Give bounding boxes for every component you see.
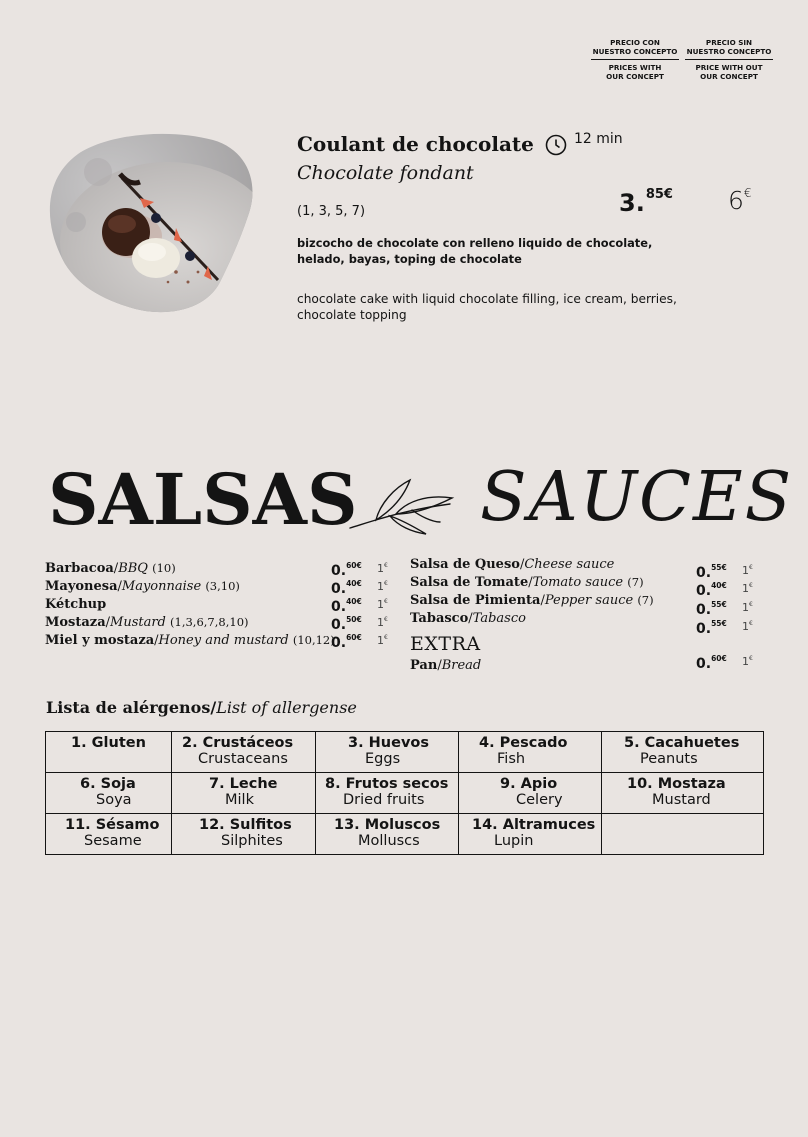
allergen-en: Fish — [497, 750, 526, 767]
price-without-concept-header — [683, 38, 775, 81]
sauce-name-en: Tabasco — [472, 611, 526, 626]
price-int: 0. — [331, 581, 347, 597]
sauce-allergens: (10,12) — [292, 633, 335, 647]
price-alt-currency: € — [384, 598, 388, 605]
sauce-item: Mostaza/Mustard (1,3,6,7,8,10) — [45, 615, 249, 630]
allergen-cell — [459, 732, 602, 773]
sauce-price — [696, 600, 727, 618]
sauce-name-es: Tabasco — [410, 611, 469, 626]
sauce-price-alt — [377, 634, 388, 647]
price-without-concept-es-2: NUESTRO CONCEPTO — [686, 47, 772, 56]
price-dec: 55€ — [711, 563, 727, 572]
allergen-es: 5. Cacahuetes — [624, 735, 740, 751]
price-with-concept-header — [589, 38, 681, 81]
price-alt-currency: € — [749, 655, 753, 662]
sauce-price — [331, 579, 362, 597]
sauce-price — [696, 619, 727, 637]
allergen-es: 7. Leche — [209, 776, 278, 792]
price-alt-currency: € — [749, 564, 753, 571]
clock-icon — [545, 134, 567, 156]
price-alt-currency: € — [749, 582, 753, 589]
prep-time: 12 min — [574, 131, 623, 147]
dish-price-with-concept — [619, 187, 673, 217]
dish-allergens: (1, 3, 5, 7) — [297, 204, 366, 219]
sauce-name-en: Cheese sauce — [524, 557, 615, 572]
sauce-item: Salsa de Queso/Cheese sauce — [410, 557, 615, 572]
price-with-concept-en-2: OUR CONCEPT — [606, 72, 664, 81]
allergen-en: Eggs — [365, 750, 401, 767]
price-int: 0. — [696, 565, 712, 581]
price-with-concept-es-1: PRECIO CON — [610, 38, 660, 47]
sauce-name-en: Honey and mustard — [158, 633, 289, 648]
allergen-list-title: Lista de alérgenos/List of allergense — [46, 698, 357, 717]
table-row — [46, 773, 764, 814]
price-alt: 1 — [742, 620, 749, 633]
allergen-es: 10. Mostaza — [627, 776, 726, 792]
sauce-name-es: Miel y mostaza — [45, 633, 155, 648]
allergen-cell — [602, 732, 764, 773]
allergen-es: 13. Moluscos — [334, 817, 441, 833]
sauce-allergens: (7) — [627, 575, 644, 589]
sauce-price-alt — [742, 620, 753, 633]
sauce-item: Barbacoa/BBQ (10) — [45, 561, 176, 576]
allergen-cell — [46, 732, 172, 773]
allergen-es: 6. Soja — [80, 776, 136, 792]
allergen-title-en: List of allergense — [216, 698, 357, 717]
allergen-en: Celery — [516, 791, 563, 808]
dessert-photo — [48, 132, 254, 314]
allergen-es: 11. Sésamo — [65, 817, 160, 833]
sauce-allergens: (7) — [637, 593, 654, 607]
sauce-name-es: Kétchup — [45, 597, 107, 612]
price-alt-currency: € — [384, 634, 388, 641]
price-alt-currency: € — [749, 601, 753, 608]
allergen-cell-empty — [602, 814, 764, 855]
allergen-en: Mustard — [652, 791, 711, 808]
allergen-es: 3. Huevos — [348, 735, 429, 751]
price-alt: 1 — [377, 598, 384, 611]
allergen-table — [45, 731, 764, 855]
allergen-es: 9. Apio — [500, 776, 558, 792]
table-row — [46, 814, 764, 855]
divider — [591, 59, 679, 60]
allergen-es: 12. Sulfitos — [199, 817, 292, 833]
price-alt: 1 — [377, 562, 384, 575]
sauce-item: Tabasco/Tabasco — [410, 611, 526, 626]
allergen-cell — [172, 732, 316, 773]
sauce-item: Salsa de Pimienta/Pepper sauce (7) — [410, 593, 654, 608]
price-with-concept-en-1: PRICES WITH — [608, 63, 662, 72]
allergen-cell — [602, 773, 764, 814]
sauce-allergens: (1,3,6,7,8,10) — [170, 615, 249, 629]
sauce-name-es: Salsa de Queso — [410, 557, 520, 572]
allergen-title-es: Lista de alérgenos — [46, 698, 211, 717]
sauce-name-es: Barbacoa — [45, 561, 114, 576]
price-without-concept-es-1: PRECIO SIN — [705, 38, 753, 47]
price-dec: 50€ — [346, 615, 362, 624]
allergen-es: 2. Crustáceos — [182, 735, 294, 751]
price-int: 0. — [696, 656, 712, 672]
price-dec: 85€ — [645, 187, 673, 202]
dish-subtitle: Chocolate fondant — [297, 162, 474, 184]
allergen-es: 14. Altramuces — [472, 817, 596, 833]
price-int: 0. — [331, 635, 347, 651]
allergen-en: Soya — [96, 791, 132, 808]
allergen-cell — [46, 814, 172, 855]
price-int: 0. — [331, 563, 347, 579]
dish-description-es: bizcocho de chocolate con relleno liquido de chocolate, helado, bayas, toping de chocolate — [297, 236, 653, 266]
extra-price — [696, 654, 727, 672]
extra-heading: EXTRA — [410, 633, 481, 655]
price-alt-currency: € — [384, 562, 388, 569]
dish-title: Coulant de chocolate — [297, 132, 534, 156]
price-alt-currency: € — [384, 616, 388, 623]
sauce-item: Salsa de Tomate/Tomato sauce (7) — [410, 575, 644, 590]
price-alt-currency: € — [384, 580, 388, 587]
price-dec: 55€ — [711, 600, 727, 609]
price-dec: 40€ — [711, 581, 727, 590]
sauce-price — [331, 633, 362, 651]
price-alt: 1 — [377, 616, 384, 629]
price-dec: 40€ — [346, 597, 362, 606]
extra-price-alt — [742, 655, 753, 668]
allergen-en: Dried fruits — [343, 791, 425, 808]
allergen-cell — [316, 814, 459, 855]
sauce-price-alt — [742, 564, 753, 577]
allergen-en: Molluscs — [358, 832, 420, 849]
allergen-en: Peanuts — [640, 750, 698, 767]
sauce-name-en: Tomato sauce — [532, 575, 624, 590]
extra-name-es: Pan — [410, 658, 438, 673]
extra-name-en: Bread — [441, 658, 482, 673]
sauce-price-alt — [742, 582, 753, 595]
sauce-name-en: Mayonnaise — [121, 579, 202, 594]
sauce-allergens: (3,10) — [205, 579, 240, 593]
sauce-price-alt — [377, 598, 388, 611]
price-alt: 1 — [742, 582, 749, 595]
sauce-item: Mayonesa/Mayonnaise (3,10) — [45, 579, 240, 594]
sauce-item — [45, 597, 106, 612]
sauce-price-alt — [377, 580, 388, 593]
allergen-cell — [459, 773, 602, 814]
allergen-cell — [459, 814, 602, 855]
price-alt-currency: € — [749, 620, 753, 627]
price-alt-int: 6 — [728, 186, 744, 215]
allergen-en: Crustaceans — [198, 750, 288, 767]
sauce-name-en: Pepper sauce — [544, 593, 634, 608]
extra-item: Pan/Bread — [410, 658, 482, 673]
sauce-allergens: (10) — [152, 561, 176, 575]
price-alt: 1 — [742, 564, 749, 577]
price-int: 0. — [696, 602, 712, 618]
price-alt: 1 — [742, 601, 749, 614]
allergen-es: 1. Gluten — [71, 735, 146, 751]
sauce-name-en: Mustard — [110, 615, 166, 630]
price-alt: 1 — [742, 655, 749, 668]
price-with-concept-es-2: NUESTRO CONCEPTO — [592, 47, 678, 56]
sauce-name-es: Mostaza — [45, 615, 106, 630]
allergen-cell — [316, 732, 459, 773]
sauce-price — [331, 615, 362, 633]
price-int: 0. — [696, 621, 712, 637]
price-dec: 40€ — [346, 579, 362, 588]
allergen-en: Silphites — [221, 832, 283, 849]
sauce-name-en: BBQ — [118, 561, 148, 576]
sauce-name-es: Salsa de Tomate — [410, 575, 529, 590]
allergen-en: Sesame — [84, 832, 142, 849]
price-without-concept-en-2: OUR CONCEPT — [700, 72, 758, 81]
price-dec: 60€ — [711, 654, 727, 663]
price-alt: 1 — [377, 580, 384, 593]
price-dec: 60€ — [346, 633, 362, 642]
divider — [685, 59, 773, 60]
price-dec: 55€ — [711, 619, 727, 628]
allergen-cell — [172, 814, 316, 855]
sauce-item: Miel y mostaza/Honey and mustard (10,12) — [45, 633, 335, 648]
price-dec: 60€ — [346, 561, 362, 570]
sauce-price — [331, 597, 362, 615]
sauce-price-alt — [742, 601, 753, 614]
allergen-es: 4. Pescado — [479, 735, 568, 751]
price-without-concept-en-1: PRICE WITH OUT — [695, 63, 763, 72]
allergen-cell — [46, 773, 172, 814]
dish-price-without-concept — [728, 186, 752, 215]
allergen-cell — [316, 773, 459, 814]
sauce-price-alt — [377, 616, 388, 629]
sauce-name-es: Mayonesa — [45, 579, 118, 594]
price-int: 0. — [331, 599, 347, 615]
sauce-price — [696, 581, 727, 599]
dish-description-en: chocolate cake with liquid chocolate filling, ice cream, berries, chocolate topping — [297, 292, 677, 322]
price-alt-currency: € — [743, 186, 752, 200]
price-int: 3. — [619, 189, 645, 217]
sauce-price-alt — [377, 562, 388, 575]
price-int: 0. — [696, 583, 712, 599]
allergen-cell — [172, 773, 316, 814]
sauce-price — [696, 563, 727, 581]
sauce-price — [331, 561, 362, 579]
heading-salsas: SALSAS — [48, 458, 358, 541]
heading-sauces: SAUCES — [480, 458, 794, 537]
sauce-name-es: Salsa de Pimienta — [410, 593, 541, 608]
table-row — [46, 732, 764, 773]
price-alt: 1 — [377, 634, 384, 647]
leaf-branch-icon — [346, 476, 456, 536]
allergen-en: Milk — [225, 791, 254, 808]
price-int: 0. — [331, 617, 347, 633]
allergen-en: Lupin — [494, 832, 534, 849]
allergen-es: 8. Frutos secos — [325, 776, 449, 792]
